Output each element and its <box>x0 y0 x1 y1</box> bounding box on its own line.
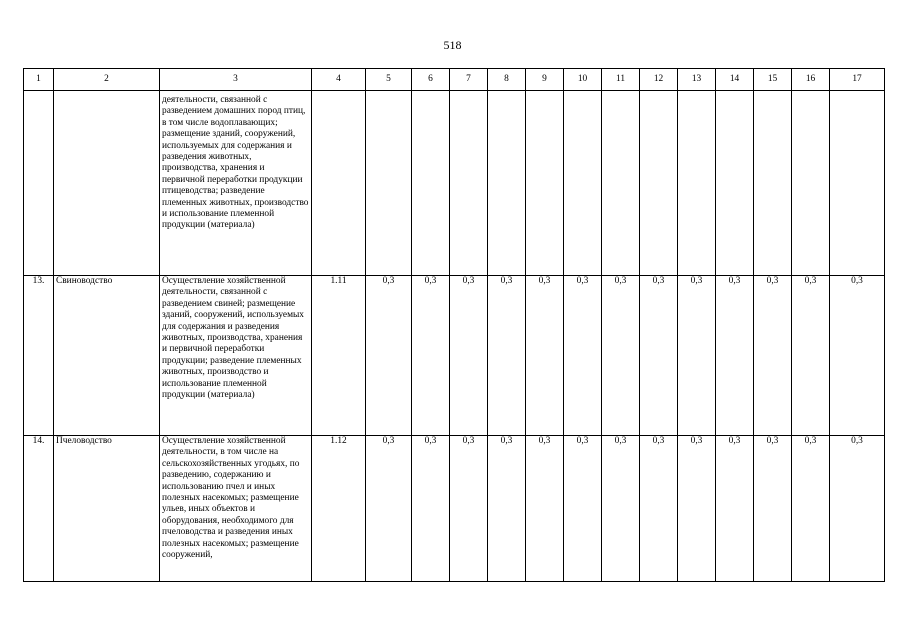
cell-value: 0,3 <box>412 436 450 582</box>
cell-value: 0,3 <box>678 276 716 436</box>
cell-value <box>366 91 412 276</box>
cell-value: 0,3 <box>792 276 830 436</box>
cell-value: 0,3 <box>754 276 792 436</box>
page-number: 518 <box>443 38 462 52</box>
cell-value: 0,3 <box>640 276 678 436</box>
cell-value <box>640 91 678 276</box>
cell-name <box>54 91 160 276</box>
cell-value: 0,3 <box>602 436 640 582</box>
cell-description <box>160 91 312 276</box>
cell-num: 14. <box>24 436 54 582</box>
cell-value: 0,3 <box>450 276 488 436</box>
cell-value <box>526 91 564 276</box>
column-header: 15 <box>754 69 792 91</box>
column-header: 2 <box>54 69 160 91</box>
cell-value: 0,3 <box>526 436 564 582</box>
cell-value: 0,3 <box>830 436 885 582</box>
cell-value <box>602 91 640 276</box>
cell-description <box>160 276 312 436</box>
table-row <box>24 276 885 436</box>
cell-value: 0,3 <box>488 276 526 436</box>
description-text: деятельности, связанной с разведением домашних пород птиц, в том числе водоплавающих; размещение зданий, сооружений, используемых для содержания и разведения животных, производства, хранения и первичной переработки продукции птицеводства; разведение племенных животных, производство и использование племенной продукции (материала) <box>162 95 309 231</box>
description-text: Осуществление хозяйственной деятельности, в том числе на сельскохозяйственных угодьях, по разведению, содержанию и использованию пчел и иных полезных насекомых; размещение ульев, иных объектов и оборудования, необходимого для пчеловодства и разведения иных полезных насекомых; размещение сооружений, <box>162 436 300 561</box>
land-use-table <box>23 68 885 582</box>
cell-num <box>24 91 54 276</box>
cell-code: 1.12 <box>312 436 366 582</box>
cell-value <box>488 91 526 276</box>
cell-value: 0,3 <box>366 276 412 436</box>
cell-value <box>678 91 716 276</box>
description-text: Осуществление хозяйственной деятельности, связанной с разведением свиней; размещение зданий, сооружений, используемых для содержания и разведения животных, производства, хранения и первичной переработки продукции; разведение племенных животных, производство и использование племенной продукции (материала) <box>162 276 304 401</box>
column-header: 16 <box>792 69 830 91</box>
cell-value <box>450 91 488 276</box>
cell-value: 0,3 <box>716 276 754 436</box>
cell-value <box>716 91 754 276</box>
column-header: 3 <box>160 69 312 91</box>
cell-value <box>830 91 885 276</box>
cell-value: 0,3 <box>366 436 412 582</box>
cell-value: 0,3 <box>830 276 885 436</box>
table-row <box>24 436 885 582</box>
cell-value <box>412 91 450 276</box>
cell-value: 0,3 <box>564 436 602 582</box>
column-header: 6 <box>412 69 450 91</box>
cell-value <box>754 91 792 276</box>
column-header: 1 <box>24 69 54 91</box>
column-header: 17 <box>830 69 885 91</box>
cell-value: 0,3 <box>564 276 602 436</box>
cell-name: Свиноводство <box>54 276 160 436</box>
cell-num: 13. <box>24 276 54 436</box>
cell-code <box>312 91 366 276</box>
cell-value: 0,3 <box>412 276 450 436</box>
column-header: 7 <box>450 69 488 91</box>
cell-value: 0,3 <box>754 436 792 582</box>
column-header: 4 <box>312 69 366 91</box>
cell-value: 0,3 <box>678 436 716 582</box>
column-header: 10 <box>564 69 602 91</box>
cell-value: 0,3 <box>792 436 830 582</box>
cell-value <box>564 91 602 276</box>
column-header: 14 <box>716 69 754 91</box>
column-header: 8 <box>488 69 526 91</box>
column-header: 12 <box>640 69 678 91</box>
column-header: 13 <box>678 69 716 91</box>
cell-value <box>792 91 830 276</box>
cell-name: Пчеловодство <box>54 436 160 582</box>
cell-value: 0,3 <box>488 436 526 582</box>
cell-value: 0,3 <box>640 436 678 582</box>
column-header: 9 <box>526 69 564 91</box>
column-header: 11 <box>602 69 640 91</box>
cell-code: 1.11 <box>312 276 366 436</box>
cell-description <box>160 436 312 582</box>
table-row-continuation <box>24 91 885 276</box>
table-header-row <box>24 69 885 91</box>
cell-value: 0,3 <box>716 436 754 582</box>
cell-value: 0,3 <box>450 436 488 582</box>
column-header: 5 <box>366 69 412 91</box>
cell-value: 0,3 <box>526 276 564 436</box>
cell-value: 0,3 <box>602 276 640 436</box>
